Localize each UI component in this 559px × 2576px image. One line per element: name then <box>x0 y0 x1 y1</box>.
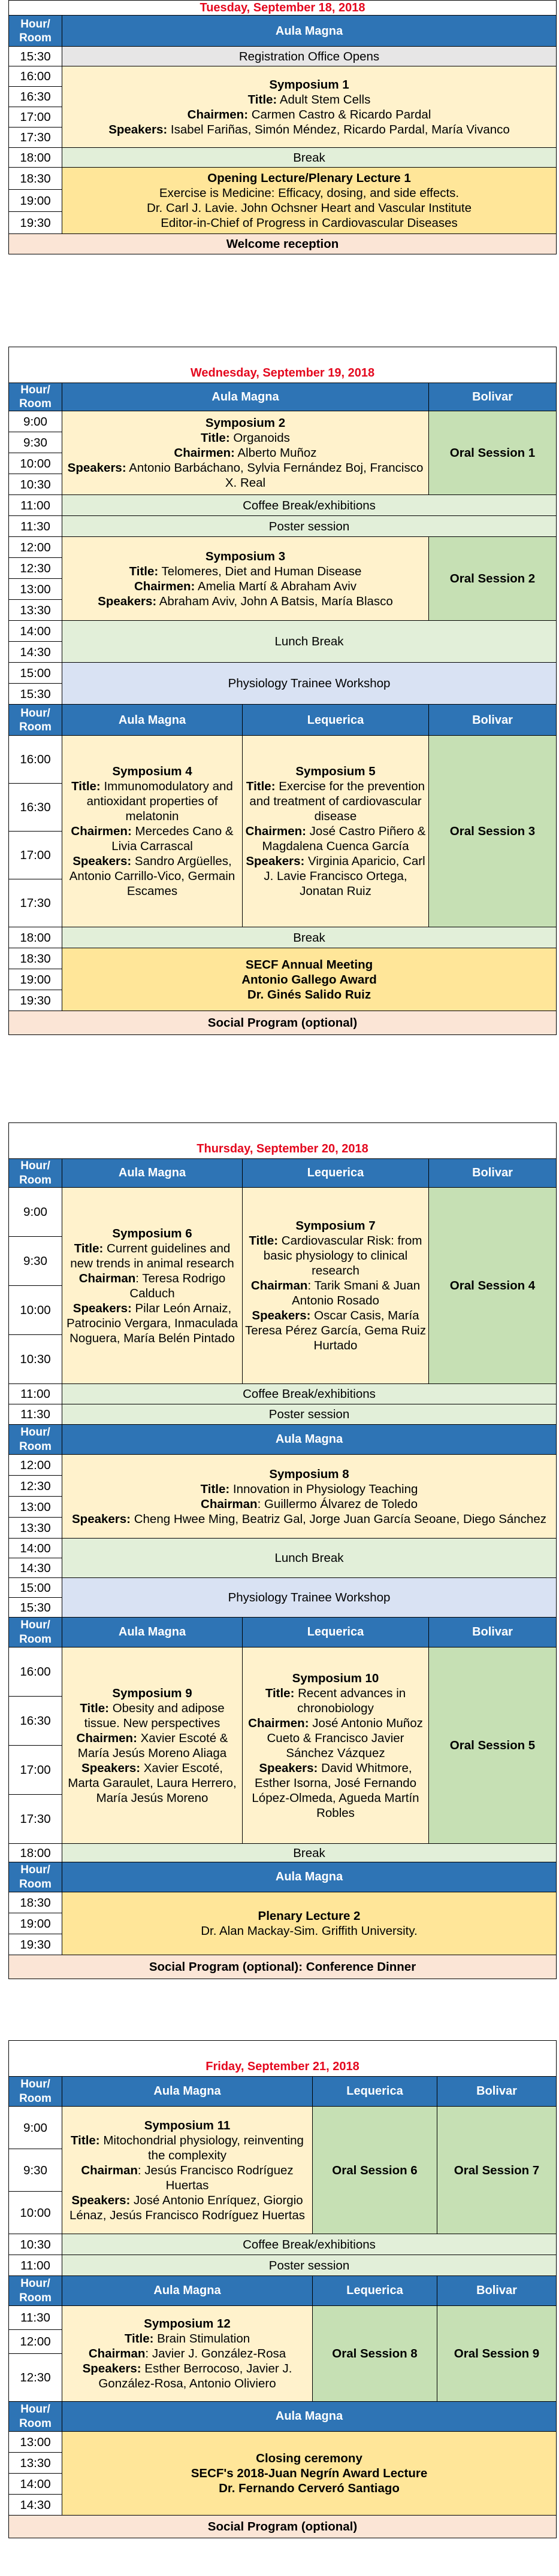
time-cell: 19:00 <box>9 1913 62 1934</box>
physiology-trainee-workshop: Physiology Trainee Workshop <box>62 1578 557 1618</box>
time-cell: 17:00 <box>9 1746 62 1795</box>
oral-session-5: Oral Session 5 <box>429 1647 557 1844</box>
time-cell: 18:00 <box>9 927 62 948</box>
time-cell: 16:30 <box>9 784 62 832</box>
room-header-bolivar: Bolivar <box>429 705 557 736</box>
symposium-name: Symposium 10 <box>292 1671 379 1685</box>
secf-award-speaker: Dr. Ginés Salido Ruiz <box>247 987 371 1002</box>
plenary-lecture-title: Plenary Lecture 2 <box>258 1909 361 1923</box>
time-cell: 17:30 <box>9 879 62 927</box>
symposium-title: Title: Mitochondrial physiology, reinventing the complexity <box>71 2133 304 2162</box>
time-cell: 17:30 <box>9 128 62 148</box>
symposium-8 <box>62 1455 557 1539</box>
time-cell: 14:30 <box>9 1558 62 1578</box>
room-header-aula-magna: Aula Magna <box>62 16 557 47</box>
hour-room-header: Hour/ Room <box>9 16 62 47</box>
day-title: Wednesday, September 19, 2018 <box>9 347 557 383</box>
symposium-title: Title: Telomeres, Diet and Human Disease <box>129 564 362 578</box>
day-friday <box>8 2040 556 2538</box>
closing-ceremony <box>62 2432 557 2516</box>
time-cell: 10:00 <box>9 453 62 474</box>
room-header-aula-magna: Aula Magna <box>62 2077 313 2107</box>
symposium-name: Symposium 6 <box>112 1226 192 1240</box>
award-lecture: SECF's 2018-Juan Negrín Award Lecture <box>191 2466 428 2480</box>
symposium-name: Symposium 4 <box>112 764 192 779</box>
symposium-name: Symposium 11 <box>144 2118 231 2132</box>
symposium-speakers: Speakers: Abraham Aviv, John A Batsis, María Blasco <box>98 594 393 608</box>
plenary-lecture-2 <box>62 1892 557 1955</box>
symposium-speakers: Speakers: José Antonio Enríquez, Giorgio Lénaz, Jesús Francisco Rodríguez Huertas <box>69 2193 306 2222</box>
day-wednesday <box>8 347 556 1035</box>
oral-session-8: Oral Session 8 <box>313 2306 437 2402</box>
symposium-chairs: Chairmen: Carmen Castro & Ricardo Pardal <box>187 107 431 122</box>
room-header-lequerica: Lequerica <box>313 2276 437 2306</box>
secf-annual-meeting <box>62 948 557 1011</box>
secf-meeting-title: SECF Annual Meeting <box>245 957 373 972</box>
room-header-bolivar: Bolivar <box>429 1159 557 1188</box>
symposium-title: Title: Innovation in Physiology Teaching <box>200 1482 418 1496</box>
symposium-chairs: Chairman: Tarik Smani & Juan Antonio Rosado <box>250 1279 421 1307</box>
oral-session-1: Oral Session 1 <box>429 411 557 495</box>
symposium-speakers: Speakers: Esther Berrocoso, Javier J. González-Rosa, Antonio Oliviero <box>82 2362 292 2390</box>
day-title: Tuesday, September 18, 2018 <box>9 1 557 16</box>
schedule-table-friday <box>8 2040 557 2538</box>
time-cell: 9:30 <box>9 432 62 453</box>
time-cell: 19:00 <box>9 190 62 212</box>
room-header-bolivar: Bolivar <box>437 2276 557 2306</box>
award-lecture-speaker: Dr. Fernando Cerveró Santiago <box>219 2481 400 2495</box>
time-cell: 12:00 <box>9 1455 62 1476</box>
symposium-speakers: Speakers: Xavier Escoté, Marta Garaulet, Laura Herrero, María Jesús Moreno <box>68 1761 237 1805</box>
time-cell: 18:00 <box>9 148 62 168</box>
symposium-speakers: Speakers: Oscar Casis, María Teresa Pérez García, Gema Ruiz Hurtado <box>245 1309 426 1352</box>
time-cell: 11:00 <box>9 2255 62 2276</box>
symposium-1 <box>62 66 557 148</box>
time-cell: 14:30 <box>9 2495 62 2516</box>
symposium-name: Symposium 3 <box>205 549 286 563</box>
symposium-name: Symposium 9 <box>112 1686 192 1700</box>
symposium-11 <box>62 2107 313 2234</box>
symposium-title: Title: Cardiovascular Risk: from basic physiology to clinical research <box>249 1234 422 1278</box>
day-thursday <box>8 1122 556 1979</box>
time-cell: 16:00 <box>9 1647 62 1697</box>
symposium-3 <box>62 537 429 621</box>
plenary-lecture-speaker: Dr. Alan Mackay-Sim. Griffith University. <box>201 1924 418 1938</box>
symposium-title: Title: Obesity and adipose tissue. New perspectives <box>80 1701 225 1730</box>
time-cell: 9:30 <box>9 2149 62 2192</box>
time-cell: 15:30 <box>9 1598 62 1618</box>
time-cell: 18:30 <box>9 948 62 969</box>
room-header-lequerica: Lequerica <box>243 1159 429 1188</box>
room-header-aula-magna: Aula Magna <box>62 1862 557 1892</box>
day-title: Friday, September 21, 2018 <box>9 2041 557 2077</box>
schedule-table-tuesday <box>8 0 557 254</box>
time-cell: 16:00 <box>9 736 62 784</box>
oral-session-9: Oral Session 9 <box>437 2306 557 2402</box>
time-cell: 14:30 <box>9 642 62 663</box>
symposium-speakers: Speakers: Antonio Barbáchano, Sylvia Fernández Boj, Francisco X. Real <box>67 461 424 490</box>
room-header-bolivar: Bolivar <box>429 383 557 411</box>
time-cell: 16:30 <box>9 87 62 107</box>
symposium-speakers: Speakers: Sandro Argüelles, Antonio Carrillo-Vico, Germain Escames <box>69 854 235 899</box>
day-title: Thursday, September 20, 2018 <box>9 1123 557 1159</box>
room-header-aula-magna: Aula Magna <box>62 2402 557 2432</box>
social-program: Social Program (optional): Conference Dinner <box>9 1955 557 1979</box>
symposium-speakers: Speakers: Cheng Hwee Ming, Beatriz Gal, Jorge Juan García Seoane, Diego Sánchez <box>72 1512 546 1526</box>
time-cell: 18:00 <box>9 1844 62 1862</box>
time-cell: 10:30 <box>9 1335 62 1384</box>
time-cell: 14:00 <box>9 1539 62 1558</box>
poster-session: Poster session <box>62 516 557 537</box>
time-cell: 17:00 <box>9 107 62 128</box>
symposium-title: Title: Current guidelines and new trends in animal research <box>70 1241 234 1270</box>
opening-lecture-title: Opening Lecture/Plenary Lecture 1 <box>207 171 411 186</box>
symposium-title: Title: Brain Stimulation <box>124 2332 250 2346</box>
time-cell: 10:30 <box>9 474 62 495</box>
room-header-lequerica: Lequerica <box>313 2077 437 2107</box>
symposium-chairs: Chairmen: Mercedes Cano & Livia Carrascal <box>71 824 234 854</box>
symposium-12 <box>62 2306 313 2402</box>
social-program: Social Program (optional) <box>9 2516 557 2538</box>
time-cell: 11:30 <box>9 1404 62 1425</box>
symposium-speakers: Speakers: Pilar León Arnaiz, Patrocinio Vergara, Inmaculada Noguera, María Belén Pintado <box>66 1301 238 1345</box>
oral-session-7: Oral Session 7 <box>437 2107 557 2234</box>
time-cell: 12:00 <box>9 537 62 558</box>
symposium-chairs: Chairman: Jesús Francisco Rodríguez Huertas <box>81 2163 294 2192</box>
room-header-aula-magna: Aula Magna <box>62 383 429 411</box>
symposium-10 <box>243 1647 429 1844</box>
symposium-title: Title: Recent advances in chronobiology <box>265 1686 406 1715</box>
physiology-trainee-workshop: Physiology Trainee Workshop <box>62 663 557 705</box>
time-cell: 9:00 <box>9 1188 62 1237</box>
time-cell: 14:00 <box>9 621 62 642</box>
symposium-title: Title: Adult Stem Cells <box>247 92 371 107</box>
time-cell: 9:30 <box>9 1237 62 1286</box>
symposium-name: Symposium 5 <box>295 764 376 779</box>
symposium-name: Symposium 2 <box>205 416 286 430</box>
time-cell: 15:30 <box>9 684 62 705</box>
time-cell: 11:00 <box>9 495 62 516</box>
symposium-speakers: Speakers: Isabel Fariñas, Simón Méndez, Ricardo Pardal, María Vivanco <box>108 122 510 136</box>
opening-lecture-speaker: Dr. Carl J. Lavie. John Ochsner Heart and Vascular Institute <box>147 201 472 216</box>
symposium-title: Title: Immunomodulatory and antioxidant properties of melatonin <box>71 779 233 824</box>
symposium-name: Symposium 1 <box>269 77 349 92</box>
day-tuesday <box>8 0 556 254</box>
time-cell: 15:00 <box>9 1578 62 1598</box>
symposium-title: Title: Exercise for the prevention and treatment of cardiovascular disease <box>246 779 425 824</box>
room-header-bolivar: Bolivar <box>429 1618 557 1647</box>
hour-room-header: Hour/ Room <box>9 1862 62 1892</box>
time-cell: 11:30 <box>9 2306 62 2330</box>
time-cell: 13:30 <box>9 600 62 621</box>
symposium-name: Symposium 8 <box>269 1467 349 1481</box>
time-cell: 14:00 <box>9 2474 62 2495</box>
symposium-chairs: Chairman: Guillermo Álvarez de Toledo <box>201 1497 418 1511</box>
time-cell: 12:30 <box>9 558 62 579</box>
oral-session-6: Oral Session 6 <box>313 2107 437 2234</box>
symposium-chairs: Chairmen: Alberto Muñoz <box>174 446 317 460</box>
time-cell: 12:30 <box>9 1476 62 1497</box>
hour-room-header: Hour/ Room <box>9 1159 62 1188</box>
symposium-chairs: Chairman: Teresa Rodrigo Calduch <box>78 1271 226 1300</box>
symposium-speakers: Speakers: David Whitmore, Esther Isorna, José Fernando López-Olmeda, Agueda Martín Robles <box>252 1761 419 1820</box>
time-cell: 9:00 <box>9 2107 62 2149</box>
time-cell: 19:00 <box>9 969 62 990</box>
break-row: Break <box>62 1844 557 1862</box>
poster-session: Poster session <box>62 1404 557 1425</box>
room-header-aula-magna: Aula Magna <box>62 2276 313 2306</box>
room-header-aula-magna: Aula Magna <box>62 705 243 736</box>
time-cell: 11:30 <box>9 516 62 537</box>
symposium-name: Symposium 7 <box>295 1219 376 1233</box>
time-cell: 13:30 <box>9 1518 62 1539</box>
room-header-aula-magna: Aula Magna <box>62 1425 557 1455</box>
schedule-table-thursday <box>8 1122 557 1979</box>
closing-ceremony-title: Closing ceremony <box>256 2451 362 2465</box>
time-cell: 17:00 <box>9 832 62 879</box>
symposium-name: Symposium 12 <box>144 2317 231 2331</box>
time-cell: 9:00 <box>9 411 62 432</box>
room-header-aula-magna: Aula Magna <box>62 1159 243 1188</box>
oral-session-2: Oral Session 2 <box>429 537 557 621</box>
symposium-chairs: Chairmen: Amelia Martí & Abraham Aviv <box>134 579 357 593</box>
symposium-6 <box>62 1188 243 1384</box>
secf-award: Antonio Gallego Award <box>241 972 377 987</box>
poster-session: Poster session <box>62 2255 557 2276</box>
symposium-7 <box>243 1188 429 1384</box>
schedule-table-wednesday <box>8 347 557 1035</box>
hour-room-header: Hour/ Room <box>9 2077 62 2107</box>
opening-lecture-affiliation: Editor-in-Chief of Progress in Cardiovascular Diseases <box>161 216 458 230</box>
time-cell: 19:30 <box>9 212 62 234</box>
time-cell: 15:00 <box>9 663 62 684</box>
time-cell: 13:00 <box>9 1497 62 1518</box>
registration-row: Registration Office Opens <box>62 47 557 66</box>
coffee-break: Coffee Break/exhibitions <box>62 495 557 516</box>
symposium-chairs: Chairmen: Xavier Escoté & María Jesús Moreno Aliaga <box>76 1731 228 1760</box>
coffee-break: Coffee Break/exhibitions <box>62 2234 557 2255</box>
time-cell: 19:30 <box>9 1934 62 1955</box>
symposium-4 <box>62 736 243 927</box>
hour-room-header: Hour/ Room <box>9 2402 62 2432</box>
room-header-aula-magna: Aula Magna <box>62 1618 243 1647</box>
time-cell: 13:00 <box>9 2432 62 2453</box>
time-cell: 10:30 <box>9 2234 62 2255</box>
room-header-lequerica: Lequerica <box>243 1618 429 1647</box>
time-cell: 19:30 <box>9 990 62 1011</box>
time-cell: 10:00 <box>9 1286 62 1335</box>
symposium-chairs: Chairmen: José Castro Piñero & Magdalena Cuenca García <box>245 824 426 854</box>
time-cell: 13:30 <box>9 2453 62 2474</box>
time-cell: 12:00 <box>9 2330 62 2354</box>
lunch-break: Lunch Break <box>62 1539 557 1578</box>
time-cell: 11:00 <box>9 1384 62 1404</box>
symposium-chairs: Chairman: Javier J. González-Rosa <box>88 2347 286 2360</box>
social-program: Social Program (optional) <box>9 1011 557 1035</box>
oral-session-3: Oral Session 3 <box>429 736 557 927</box>
time-cell: 15:30 <box>9 47 62 66</box>
hour-room-header: Hour/ Room <box>9 1425 62 1455</box>
welcome-reception: Welcome reception <box>9 234 557 254</box>
time-cell: 10:00 <box>9 2192 62 2234</box>
opening-lecture-topic: Exercise is Medicine: Efficacy, dosing, and side effects. <box>159 186 460 201</box>
oral-session-4: Oral Session 4 <box>429 1188 557 1384</box>
coffee-break: Coffee Break/exhibitions <box>62 1384 557 1404</box>
time-cell: 12:30 <box>9 2354 62 2402</box>
time-cell: 18:30 <box>9 168 62 190</box>
time-cell: 18:30 <box>9 1892 62 1913</box>
room-header-bolivar: Bolivar <box>437 2077 557 2107</box>
lunch-break: Lunch Break <box>62 621 557 663</box>
symposium-5 <box>243 736 429 927</box>
hour-room-header: Hour/ Room <box>9 1618 62 1647</box>
hour-room-header: Hour/ Room <box>9 2276 62 2306</box>
symposium-9 <box>62 1647 243 1844</box>
time-cell: 17:30 <box>9 1795 62 1844</box>
symposium-2 <box>62 411 429 495</box>
break-row: Break <box>62 927 557 948</box>
room-header-lequerica: Lequerica <box>243 705 429 736</box>
hour-room-header: Hour/ Room <box>9 383 62 411</box>
time-cell: 16:00 <box>9 66 62 87</box>
opening-lecture <box>62 168 557 234</box>
symposium-speakers: Speakers: Virginia Aparicio, Carl J. Lavie Francisco Ortega, Jonatan Ruiz <box>246 854 425 899</box>
symposium-chairs: Chairmen: José Antonio Muñoz Cueto & Francisco Javier Sánchez Vázquez <box>248 1716 423 1760</box>
time-cell: 16:30 <box>9 1697 62 1746</box>
break-row: Break <box>62 148 557 168</box>
symposium-title: Title: Organoids <box>201 431 290 445</box>
time-cell: 13:00 <box>9 579 62 600</box>
hour-room-header: Hour/ Room <box>9 705 62 736</box>
